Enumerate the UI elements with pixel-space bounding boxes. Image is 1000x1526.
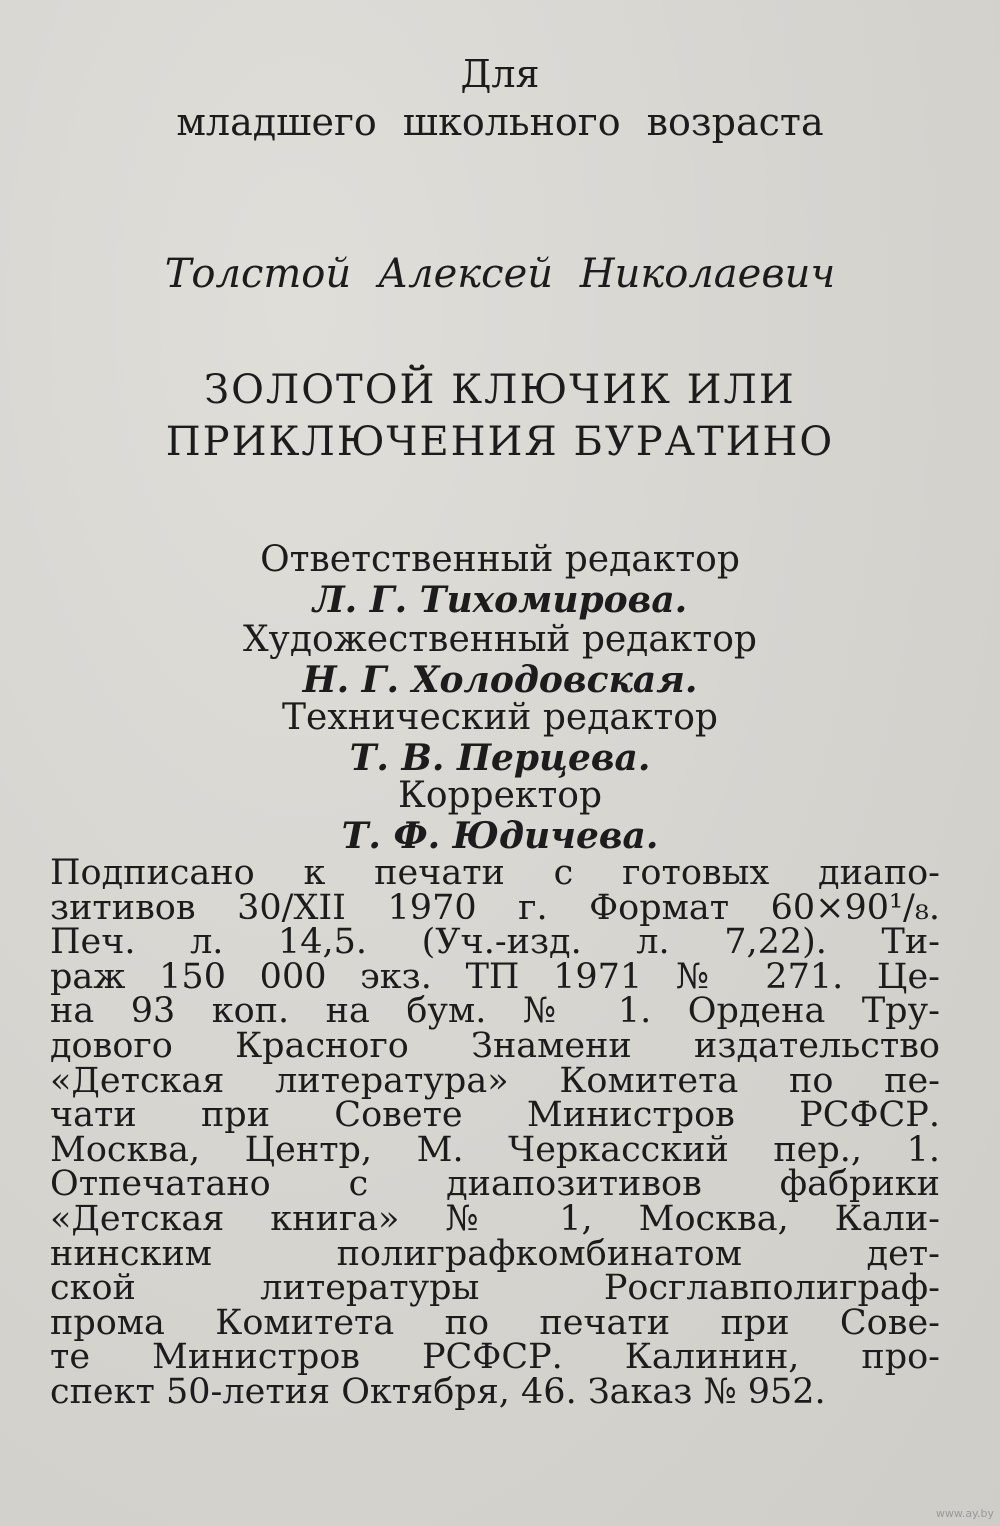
imprint-line: Отпечатано с диапозитивов фабрики <box>50 1164 940 1205</box>
imprint-line: те Министров РСФСР. Калинин, про- <box>50 1337 940 1378</box>
credit-name-2: Н. Г. Холодовская. <box>302 659 698 701</box>
credit-name-4: Т. Ф. Юдичева. <box>341 815 659 857</box>
imprint-line: нинским полиграфкомбинатом дет- <box>50 1233 940 1274</box>
credit-role-2: Художественный редактор <box>243 619 757 660</box>
imprint-line: зитивов 30/XII 1970 г. Формат 60×90¹/₈. <box>50 887 940 928</box>
credit-role-4: Корректор <box>397 775 603 816</box>
imprint-line: спект 50-летия Октября, 46. Заказ № 952. <box>50 1371 826 1412</box>
author-name: Толстой Алексей Николаевич <box>164 251 836 297</box>
imprint-line: на 93 коп. на бум. № 1. Ордена Тру- <box>50 991 940 1032</box>
imprint-line: Москва, Центр, М. Черкасский пер., 1. <box>50 1129 940 1170</box>
book-title-line-1: ЗОЛОТОЙ КЛЮЧИК ИЛИ <box>204 367 796 413</box>
credit-name-1: Л. Г. Тихомирова. <box>312 579 688 621</box>
imprint-line: прома Комитета по печати при Сове- <box>50 1302 940 1343</box>
imprint-line: раж 150 000 экз. ТП 1971 № 271. Це- <box>50 956 940 997</box>
imprint-line: Печ. л. 14,5. (Уч.-изд. л. 7,22). Ти- <box>50 922 940 963</box>
audience-line-1: Для <box>460 52 540 96</box>
imprint-block <box>50 853 940 1412</box>
credit-role-1: Ответственный редактор <box>260 539 740 580</box>
book-title-line-2: ПРИКЛЮЧЕНИЯ БУРАТИНО <box>165 419 835 465</box>
imprint-line: «Детская литература» Комитета по пе- <box>50 1060 940 1101</box>
credit-name-3: Т. В. Перцева. <box>349 737 651 779</box>
imprint-line: Подписано к печати с готовых диапо- <box>50 853 940 893</box>
imprint-line: чати при Совете Министров РСФСР. <box>50 1095 940 1136</box>
imprint-line: дового Красного Знамени издательство <box>50 1025 940 1066</box>
imprint-line: «Детская книга» № 1, Москва, Кали- <box>50 1198 940 1239</box>
imprint-line: ской литературы Росглавполиграф- <box>50 1268 940 1309</box>
audience-line-2: младшего школьного возраста <box>176 100 824 144</box>
credit-role-3: Технический редактор <box>282 697 718 738</box>
watermark: www.ay.by <box>935 1507 994 1520</box>
